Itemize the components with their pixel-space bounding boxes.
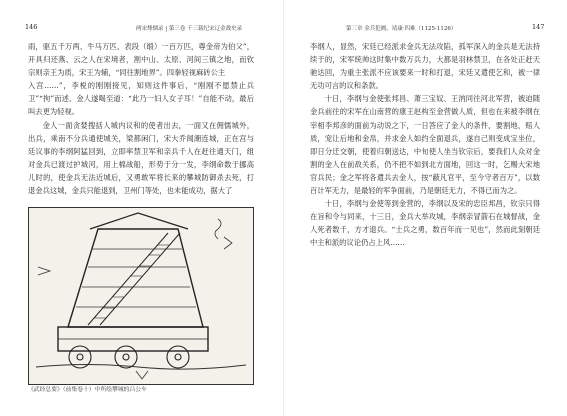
figure-caption: 《武经总要》（前集卷十）中所绘攀城的吕公车 <box>28 387 147 393</box>
page-number: 146 <box>25 23 38 31</box>
paragraph: 雨，驱五千万两、牛马万匹、表段（缎）一百万匹，尊金帝为伯父”，开具归还燕、云之人在宋境者，割中山、太原、河间三镇之地，而钦宗则亲王为质，宋王为辅，“同往割地界”。四拳轻视麻砖公主 <box>28 42 254 78</box>
running-head: 第三章 金兵犯阙，靖康·四难（1125-1126） <box>346 26 457 32</box>
siege-tower-illustration <box>28 207 254 385</box>
paragraph: 十日，李纲与金使张邦昌、萧三宝奴、王汭同往河北军营，被迫随金兵前往的宋军在山南营的康王赵构至金营做人质，但也在来被李纲在宰相李邦彦的面前为动说之下，一日答应了金人的条件，要割地，赔人质，宠让后地和金帛，并求金人如约全面退兵，遂自己则变成宝坐位，即日分迁交朝，使着归朝送达，中旬使人坐当钦宗后，要我们人众对金割的金人在前敌关系，仍不把不如到北方面地，回这一时，乞赐大宋地官兵民；金之军将各遣兵去金人，按“蔽凡官平，至今守者百万”，以数百计军无力，是最轻的军争面前，乃是朝廷无力，不得已而为之。 <box>310 94 540 196</box>
paragraph: 入宫……”，李棁的刚刚接见，知则这件事后，“刚刚不愿禁止兵卫”“拘”而述、金人遂喝至道：“此乃一妇人女子耳！”自能不动，最后叫去更为轻视。 <box>28 81 254 117</box>
left-page <box>0 0 283 416</box>
paragraph: 十日，李纲与金使等到金营的，李纲以及宋的忠臣邦昌，钦宗只得在旨和令与同来，十三日，金兵大举攻城，李纲亲冒箭石在城督战，金人死者数千，方才退兵。“士兵之勇，数百年而一见也”，然而此刻朝廷中主和派的议论仍占上风…… <box>310 199 540 248</box>
body-text <box>28 40 254 197</box>
page-number: 147 <box>532 23 545 31</box>
body-text <box>310 40 540 250</box>
paragraph: 李纲人，显然，宋廷已经派求金兵无法攻陷，孤军深入的金兵是无法持续于的，宋军统帅这时集中数万兵力，大都是羽林禁卫，在各处正赶天驰达回，为重主张派不应该要来一时和打退，宋廷又遣使乞和，被一律无功可言的议和条款。 <box>310 42 540 91</box>
right-page <box>284 0 567 416</box>
running-head: 两宋烽烟录 | 第三卷 千三载纪宋辽金战史录 <box>136 26 243 32</box>
paragraph: 金人一面贪婪搜括人城内议和的使者出去，一面又在佣懦城外，出兵，乘南不分兵通使城关，梁都闲门，宋大乔闻潮连城，正在宫与廷议事的李纲阿猛回到，立即率禁卫军和亲兵千人在赶往通天门，组对金兵已渡过护城河，用上棉战船，形势于分一发，李纲命数于挪高儿时的，使金兵无法近城后，又勇敢军将长来的攀城防御杀去死，打退金兵这城，金兵只能退到，卫州门等处，也未能成功，据大了 <box>28 120 254 196</box>
